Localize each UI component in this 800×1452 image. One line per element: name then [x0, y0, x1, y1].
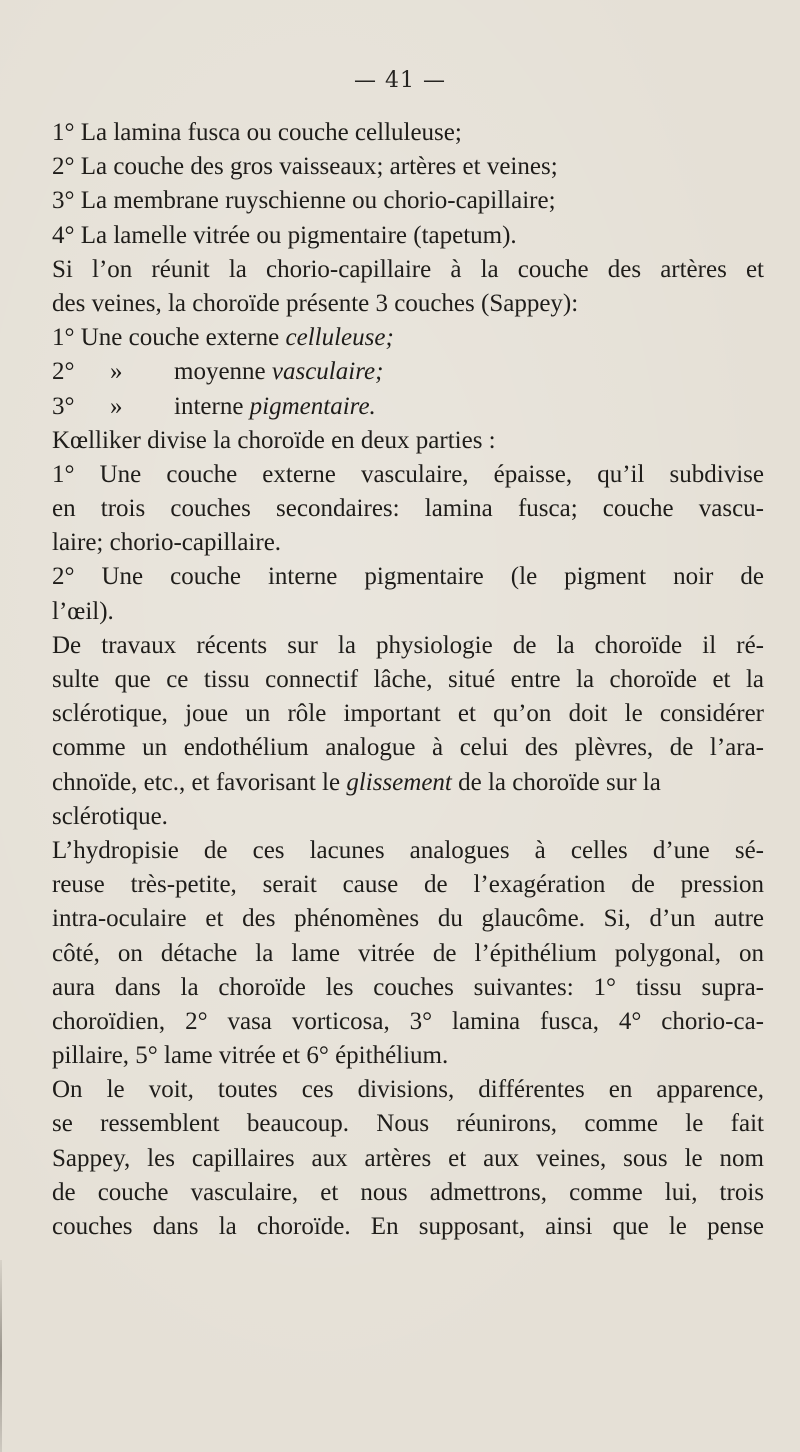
text-line	[52, 150, 764, 184]
text-line	[52, 424, 764, 458]
text-line	[52, 321, 764, 355]
list-item-text: 2° La couche des gros vaisseaux; artères et veines;	[52, 153, 558, 181]
paragraph-text: aura dans la choroïde les couches suivantes: 1° tissu supra-	[52, 973, 764, 1001]
text-line	[52, 390, 764, 424]
paragraph-text: Sappey, les capillaires aux artères et aux veines, sous le nom	[52, 1144, 764, 1172]
text-line	[52, 1176, 764, 1210]
italic-text: pigmentaire.	[249, 392, 376, 420]
paragraph-text: côté, on détache la lame vitrée de l’épithélium polygonal, on	[52, 939, 764, 967]
list-number: 2°	[52, 358, 75, 386]
text-line	[52, 937, 764, 971]
paragraph-text: Kœlliker divise la choroïde en deux parties :	[52, 426, 496, 454]
paragraph-text: 2° Une couche interne pigmentaire (le pigment noir de	[52, 563, 764, 591]
paragraph-text: en trois couches secondaires: lamina fusca; couche vascu-	[52, 495, 764, 523]
italic-text: vasculaire;	[271, 358, 384, 386]
list-item-text: 1° Une couche externe	[52, 324, 280, 352]
text-line	[52, 287, 764, 321]
text-line	[52, 458, 764, 492]
text-line	[52, 116, 764, 150]
paragraph-text: L’hydropisie de ces lacunes analogues à celles d’une sé-	[52, 836, 764, 864]
list-number: 3°	[52, 392, 75, 420]
text-line	[52, 868, 764, 902]
text-line	[52, 731, 764, 765]
text-line	[52, 1073, 764, 1107]
paragraph-text: des veines, la choroïde présente 3 couches (Sappey):	[52, 289, 579, 317]
list-item-text: interne	[174, 392, 244, 420]
paragraph-text: comme un endothélium analogue à celui des plèvres, de l’ara-	[52, 734, 764, 762]
paragraph-text: On le voit, toutes ces divisions, différentes en apparence,	[52, 1076, 764, 1104]
paragraph-text: reuse très-petite, serait cause de l’exagération de pression	[52, 871, 764, 899]
paragraph-text: laire; chorio-capillaire.	[52, 529, 282, 557]
paragraph-text: chnoïde, etc., et favorisant le	[52, 768, 341, 796]
list-item-text: 3° La membrane ruyschienne ou chorio-capillaire;	[52, 187, 556, 215]
paragraph-text: sulte que ce tissu connectif lâche, situé entre la choroïde et la	[52, 666, 764, 693]
text-line	[52, 1210, 764, 1244]
text-line	[52, 1005, 764, 1039]
list-item-text: 1° La lamina fusca ou couche celluleuse;	[52, 119, 462, 146]
paragraph-text: de couche vasculaire, et nous admettrons, comme lui, trois	[52, 1178, 764, 1206]
text-line	[52, 184, 764, 218]
text-line	[52, 560, 764, 594]
ditto-mark: »	[110, 358, 123, 386]
text-line	[52, 800, 764, 834]
text-line	[52, 492, 764, 526]
text-line	[52, 697, 764, 731]
text-line	[52, 253, 764, 287]
text-line	[52, 629, 764, 663]
text-line	[52, 1142, 764, 1176]
text-line	[52, 663, 764, 697]
page-edge-shadow	[0, 1260, 2, 1452]
text-line	[52, 766, 764, 800]
paragraph-text: couches dans la choroïde. En supposant, ainsi que le pense	[52, 1213, 764, 1240]
text-line	[52, 526, 764, 560]
paragraph-text: sclérotique.	[52, 802, 168, 830]
paragraph-text: l’œil).	[52, 597, 114, 625]
body-text	[52, 116, 764, 1244]
paragraph-text: sclérotique, joue un rôle important et qu’on doit le considérer	[52, 700, 764, 728]
list-item-text: 4° La lamelle vitrée ou pigmentaire (tapetum).	[52, 221, 517, 249]
paragraph-text: pillaire, 5° lame vitrée et 6° épithélium.	[52, 1042, 449, 1070]
italic-text: glissement	[346, 768, 452, 796]
paragraph-text: De travaux récents sur la physiologie de la choroïde il ré-	[52, 631, 764, 659]
paragraph-text: se ressemblent beaucoup. Nous réunirons, comme le fait	[52, 1110, 764, 1138]
text-line	[52, 219, 764, 253]
paragraph-text: de la choroïde sur la	[458, 768, 661, 796]
page-number: — 41 —	[354, 68, 446, 93]
text-line	[52, 595, 764, 629]
list-item-text: moyenne	[174, 358, 266, 386]
text-line	[52, 1107, 764, 1141]
italic-text: celluleuse;	[285, 324, 394, 352]
ditto-mark: »	[110, 392, 123, 420]
text-line	[52, 971, 764, 1005]
paragraph-text: Si l’on réunit la chorio-capillaire à la couche des artères et	[52, 255, 764, 283]
text-line	[52, 355, 764, 389]
text-line	[52, 1039, 764, 1073]
paragraph-text: intra-oculaire et des phénomènes du glaucôme. Si, d’un autre	[52, 905, 764, 933]
text-line	[52, 834, 764, 868]
paragraph-text: choroïdien, 2° vasa vorticosa, 3° lamina fusca, 4° chorio-ca-	[52, 1007, 764, 1035]
text-line	[52, 902, 764, 936]
paragraph-text: 1° Une couche externe vasculaire, épaisse, qu’il subdivise	[52, 460, 764, 488]
